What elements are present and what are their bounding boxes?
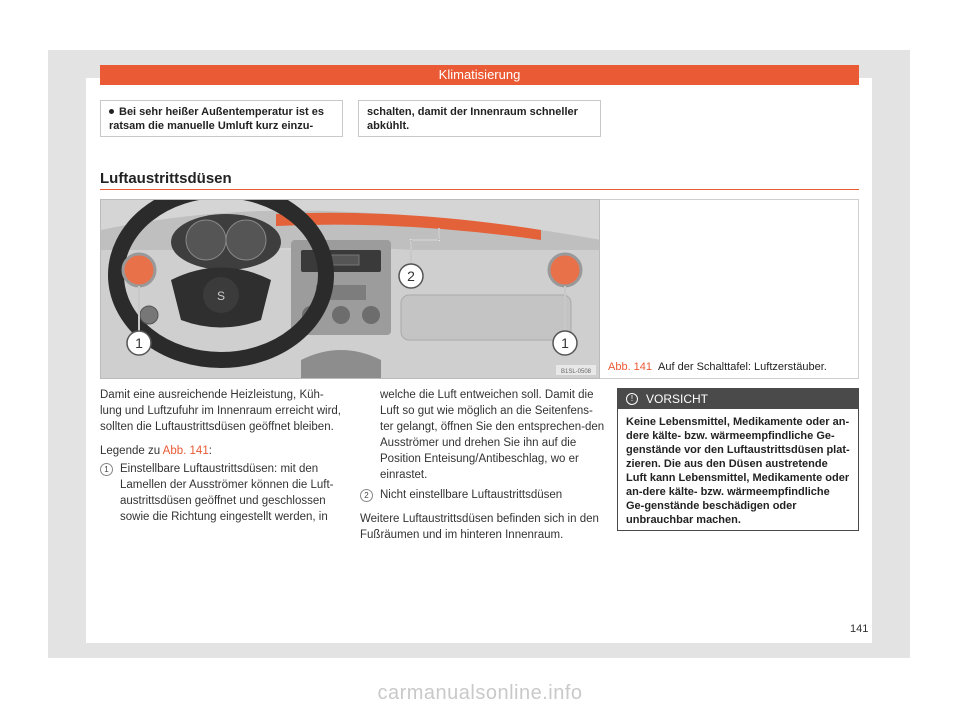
section-divider [100, 189, 859, 190]
text-column-left [100, 387, 345, 525]
dashboard-figure [100, 199, 600, 379]
text-column-middle [360, 387, 605, 551]
legend-text-1: Einstellbare Luftaustrittsdüsen: mit den Lamellen der Ausströmer können die Luft-austrittsdüsen geöffnet und geschlossen sowie die Richtung eingestellt werden, in [120, 463, 334, 523]
left-vent [123, 254, 155, 286]
legend-number-1: 1 [100, 463, 113, 476]
figure-caption-ref: Abb. 141 [608, 361, 653, 373]
dashboard-illustration [101, 200, 600, 379]
callout-1-left-label: 1 [135, 335, 143, 351]
caution-header [618, 389, 858, 409]
chapter-header: Klimatisierung [100, 65, 859, 85]
bullet-icon [109, 109, 114, 114]
callout-2-label: 2 [407, 268, 415, 284]
figure-caption-frame [600, 199, 859, 379]
legend-text-2: Nicht einstellbare Luftaustrittsdüsen [380, 489, 563, 501]
figure-code: B1SL-0508 [560, 369, 592, 375]
callout-1-right-label: 1 [561, 335, 569, 351]
legend-prefix: Legende zu [100, 445, 163, 457]
svg-text:S: S [216, 289, 226, 303]
caution-text: Keine Lebensmittel, Medikamente oder an-dere kälte- bzw. wärmeempfindliche Ge-genstände vor den Luftaustrittsdüsen plat-zieren. Die aus den Düsen austretende Luft kann Lebensmittel, Medikamente oder an-dere kälte- bzw. wärmeempfindliche Ge-genstände beschädigen oder unbrauchbar machen. [626, 416, 850, 526]
figure-caption-text: Auf der Schalttafel: Luftzerstäuber. [658, 361, 827, 373]
tip-box-left [100, 100, 343, 137]
watermark: carmanualsonline.info [377, 682, 583, 704]
legend-item-1 [100, 461, 345, 525]
right-vent [549, 254, 581, 286]
page-number: 141 [850, 623, 869, 635]
legend-number-2: 2 [360, 489, 373, 502]
section-title: Luftaustrittsdüsen [100, 170, 232, 187]
outro-paragraph: Weitere Luftaustrittsdüsen befinden sich in den Fußräumen und im hinteren Innenraum. [360, 513, 599, 541]
legend-heading [100, 443, 345, 459]
figure-caption [608, 361, 827, 373]
tip-box-right: schalten, damit der Innenraum schneller abkühlt. [358, 100, 601, 137]
caution-icon: ! [626, 393, 638, 405]
legend-suffix: : [208, 445, 212, 457]
legend-text-1-continued: welche die Luft entweichen soll. Damit die Luft so gut wie möglich an die Seitenfens-ter gelangt, öffnen Sie den entsprechen-den Ausströmer und drehen Sie ihn auf die Position Enteisung/Antibeschlag, wo er einrastet. [380, 389, 605, 481]
caution-title: VORSICHT [646, 392, 709, 406]
legend-ref-link[interactable]: Abb. 141 [162, 445, 209, 457]
legend-item-2 [360, 487, 605, 503]
caution-box [617, 388, 859, 531]
intro-paragraph: Damit eine ausreichende Heizleistung, Küh-lung und Luftzufuhr im Innenraum erreicht wird, sollten die Luftaustrittsdüsen geöffnet bleiben. [100, 389, 341, 433]
tip-text-left: Bei sehr heißer Außentemperatur ist es ratsam die manuelle Umluft kurz einzu- [109, 106, 324, 132]
